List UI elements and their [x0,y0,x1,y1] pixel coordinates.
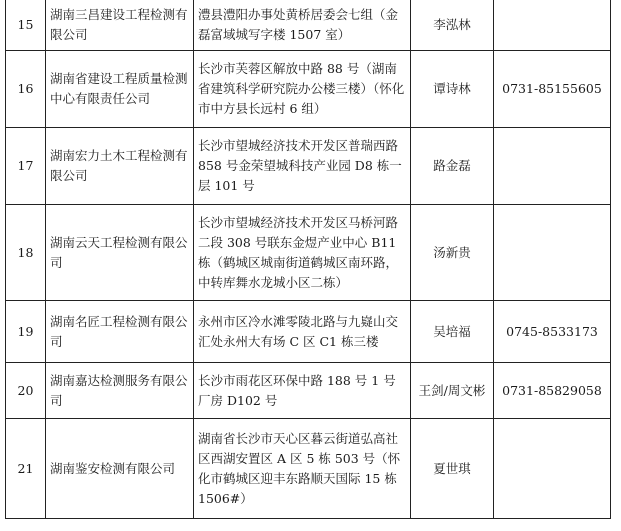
company-address: 长沙市望城经济技术开发区马桥河路二段 308 号联东金煜产业中心 B11 栋（鹤城区城南街道鹤城区南环路，中转库舞水龙城小区二栋） [194,205,411,301]
contact-phone: 0745-8533173 [494,301,611,363]
contact-person: 汤新贵 [411,205,494,301]
row-number: 18 [6,205,46,301]
contact-person: 吴培福 [411,301,494,363]
row-number: 20 [6,363,46,419]
company-table [5,0,611,519]
company-name: 湖南云天工程检测有限公司 [46,205,194,301]
contact-phone [494,205,611,301]
row-number: 17 [6,128,46,205]
company-address: 长沙市望城经济技术开发区普瑞西路 858 号金荣望城科技产业园 D8 栋一层 101 号 [194,128,411,205]
company-address: 长沙市芙蓉区解放中路 88 号（湖南省建筑科学研究院办公楼三楼）（怀化市中方县长远村 6 组） [194,51,411,128]
table-row [6,301,611,363]
table-row [6,128,611,205]
company-name: 湖南三昌建设工程检测有限公司 [46,0,194,51]
row-number: 21 [6,419,46,519]
row-number: 19 [6,301,46,363]
company-name: 湖南省建设工程质量检测中心有限责任公司 [46,51,194,128]
company-name: 湖南鉴安检测有限公司 [46,419,194,519]
contact-person: 李泓林 [411,0,494,51]
company-address: 湖南省长沙市天心区暮云街道弘高社区西湖安置区 A 区 5 栋 503 号（怀化市鹤城区迎丰东路顺天国际 15 栋 1506#） [194,419,411,519]
table-row [6,0,611,51]
contact-person: 王剑/周文彬 [411,363,494,419]
company-name: 湖南嘉达检测服务有限公司 [46,363,194,419]
contact-phone [494,128,611,205]
contact-phone: 0731-85829058 [494,363,611,419]
company-name: 湖南宏力土木工程检测有限公司 [46,128,194,205]
company-name: 湖南名匠工程检测有限公司 [46,301,194,363]
contact-person: 夏世琪 [411,419,494,519]
contact-phone [494,419,611,519]
company-address: 永州市区冷水滩零陵北路与九嶷山交汇处永州大有场 C 区 C1 栋三楼 [194,301,411,363]
table-row [6,205,611,301]
row-number: 16 [6,51,46,128]
contact-person: 路金磊 [411,128,494,205]
table-row [6,363,611,419]
table-row [6,51,611,128]
row-number: 15 [6,0,46,51]
company-address: 澧县澧阳办事处黄桥居委会七组（金磊富域城写字楼 1507 室） [194,0,411,51]
contact-person: 谭诗林 [411,51,494,128]
contact-phone [494,0,611,51]
table-row [6,419,611,519]
company-address: 长沙市雨花区环保中路 188 号 1 号厂房 D102 号 [194,363,411,419]
contact-phone: 0731-85155605 [494,51,611,128]
